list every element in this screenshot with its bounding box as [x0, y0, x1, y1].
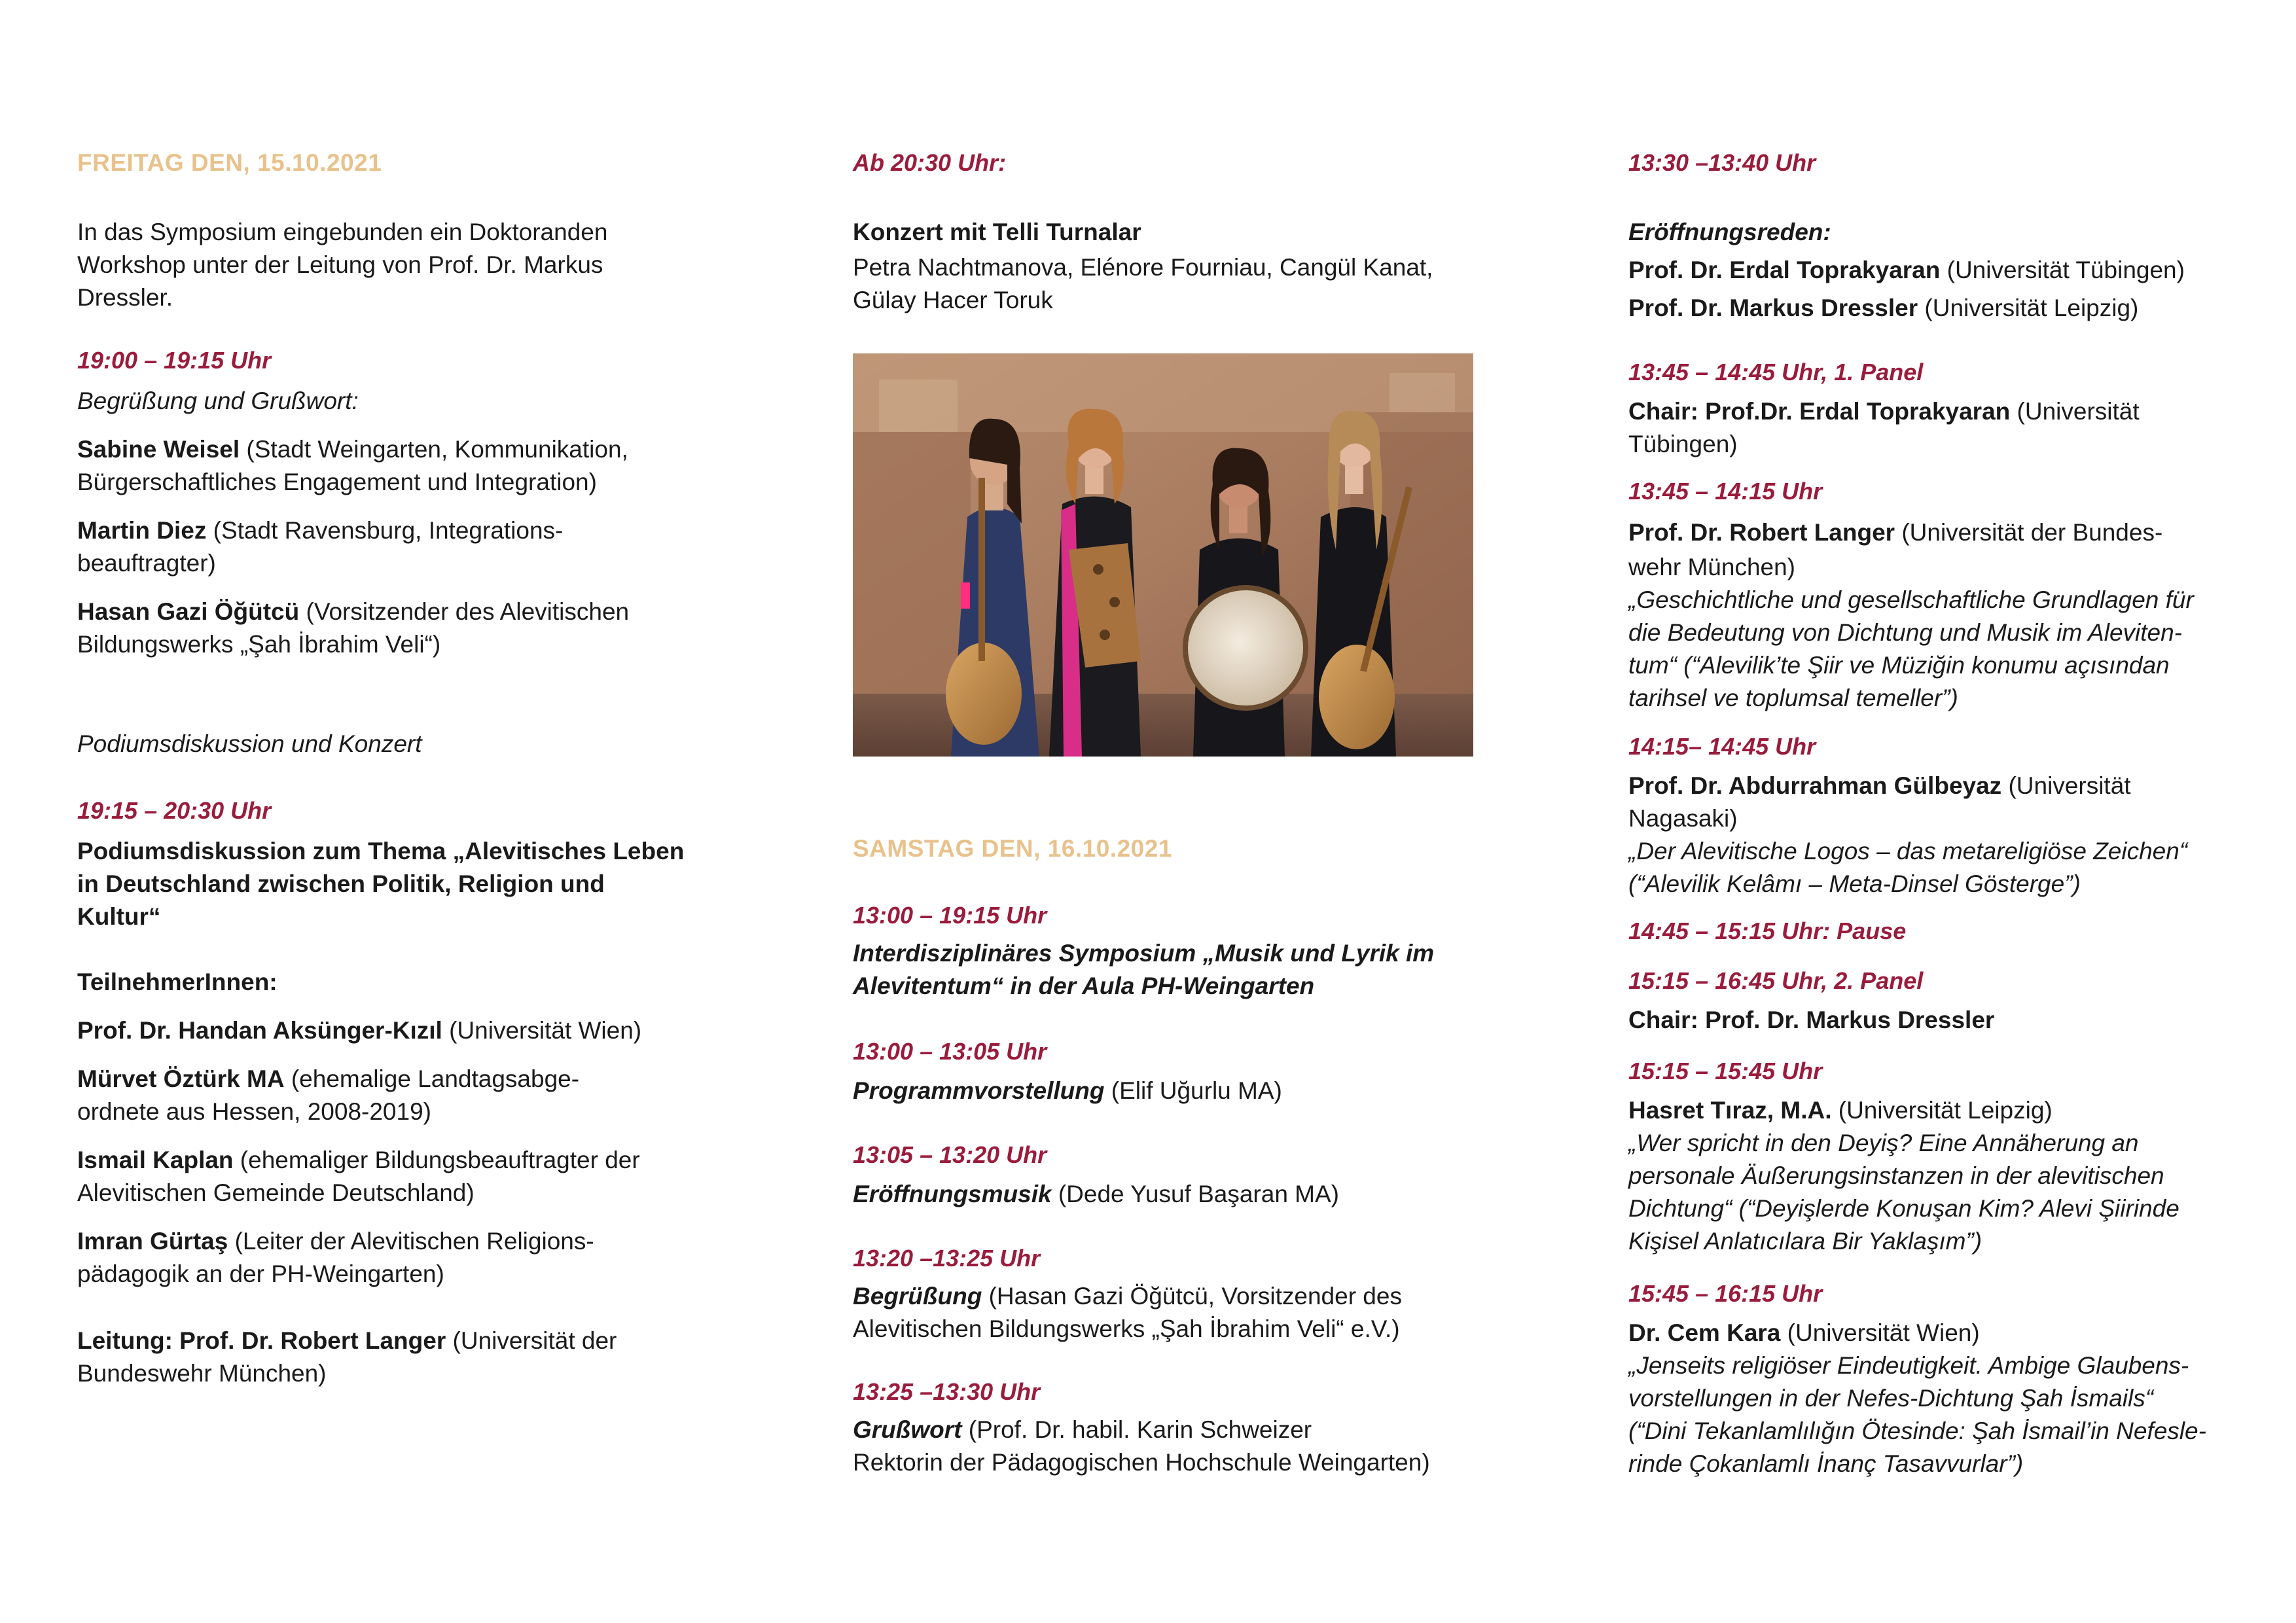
concert-time: Ab 20:30 Uhr: [853, 149, 1007, 176]
talk-title-line: „Jenseits religiöser Eindeutigkeit. Ambige Glaubens- [1628, 1352, 2189, 1379]
participant-kaplan [77, 1144, 699, 1209]
item-title: Begrüßung [853, 1283, 982, 1310]
item-speaker: Rektorin der Pädagogischen Hochschule Weingarten) [853, 1449, 1430, 1476]
speaker-weisel [77, 433, 699, 499]
chair-affiliation: (Universität [2010, 398, 2140, 425]
chair-name: Chair: Prof.Dr. Erdal Toprakyaran [1628, 398, 2011, 425]
participant-affiliation: (Leiter der Alevitischen Religions- [228, 1228, 594, 1255]
pause-time: 14:45 – 15:15 Uhr: Pause [1628, 918, 1907, 944]
panel-1-chair [1628, 395, 2257, 461]
concert-performers [853, 251, 1481, 317]
item-title: Programmvorstellung [853, 1077, 1105, 1104]
opening-music [853, 1178, 1481, 1211]
item-speaker: (Hasan Gazi Öğütcü, Vorsitzender des [982, 1283, 1402, 1310]
time-13-05: 13:05 – 13:20 Uhr [853, 1141, 1047, 1168]
talk-title-line: personale Äußerungsinstanzen in der alevitischen [1628, 1162, 2164, 1189]
time-13-45: 13:45 – 14:15 Uhr [1628, 478, 1823, 505]
talk-title-line: vorstellungen in der Nefes-Dichtung Şah İsmails“ [1628, 1385, 2154, 1412]
item-title: Eröffnungsmusik [853, 1181, 1052, 1207]
panel-2-chair: Chair: Prof. Dr. Markus Dressler [1628, 1007, 1995, 1033]
speaker-affiliation: (Universität Leipzig) [1918, 294, 2139, 321]
ensemble-photo [853, 353, 1473, 757]
item-speaker: (Elif Uğurlu MA) [1104, 1077, 1282, 1104]
time-15-15: 15:15 – 15:45 Uhr [1628, 1058, 1823, 1084]
speaker-diez [77, 514, 699, 580]
panel-1-time: 13:45 – 14:45 Uhr, 1. Panel [1628, 359, 1924, 385]
saturday-heading: SAMSTAG DEN, 16.10.2021 [853, 835, 1172, 862]
symposium-title-line: Interdisziplinäres Symposium „Musik und Lyrik im [853, 940, 1435, 967]
speaker-affiliation: wehr München) [1628, 554, 1796, 580]
item-speaker: (Dede Yusuf Başaran MA) [1051, 1181, 1340, 1207]
time-15-45: 15:45 – 16:15 Uhr [1628, 1280, 1823, 1307]
symposium-title [853, 937, 1481, 1003]
ensemble-photo-illustration [853, 353, 1473, 757]
speaker-name: Hasret Tıraz, M.A. [1628, 1097, 1832, 1124]
speaker-name: Martin Diez [77, 517, 207, 544]
opening-speeches-label: Eröffnungsreden: [1628, 219, 1831, 245]
talk-gulbeyaz [1628, 770, 2257, 901]
time-13-30: 13:30 –13:40 Uhr [1628, 149, 1816, 176]
item-speaker: Alevitischen Bildungswerks „Şah İbrahim Veli“ e.V.) [853, 1315, 1400, 1342]
speaker-affiliation: (Vorsitzender des Alevitischen [299, 598, 630, 625]
time-19-15: 19:15 – 20:30 Uhr [77, 797, 272, 824]
speaker-name: Hasan Gazi Öğütcü [77, 598, 300, 625]
speaker-name: Prof. Dr. Erdal Toprakyaran [1628, 257, 1941, 283]
item-title: Grußwort [853, 1416, 962, 1443]
participant-gurtas [77, 1225, 699, 1291]
time-13-20: 13:20 –13:25 Uhr [853, 1245, 1041, 1272]
intro-line: In das Symposium eingebunden ein Doktoranden [77, 219, 608, 245]
speaker-affiliation: (Universität Wien) [1780, 1319, 1980, 1346]
time-13-00-b: 13:00 – 13:05 Uhr [853, 1038, 1047, 1065]
speaker-affiliation: beauftragter) [77, 550, 216, 577]
participant-ozturk [77, 1063, 699, 1128]
speaker-name: Prof. Dr. Markus Dressler [1628, 294, 1918, 321]
participant-affiliation: ordnete aus Hessen, 2008-2019) [77, 1098, 431, 1125]
participant-name: Prof. Dr. Handan Aksünger-Kızıl [77, 1017, 442, 1044]
talk-title-line: Kişisel Anlatıcılara Bir Yaklaşım”) [1628, 1228, 1982, 1255]
time-19-00: 19:00 – 19:15 Uhr [77, 347, 272, 374]
opening-speakers [1628, 254, 2257, 325]
talk-title-line: (“Alevilik Kelâmı – Meta-Dinsel Gösterge”) [1628, 870, 2081, 897]
speaker-affiliation: Nagasaki) [1628, 805, 1738, 832]
participant-affiliation: pädagogik an der PH-Weingarten) [77, 1260, 444, 1287]
speaker-affiliation: (Universität [2001, 772, 2131, 799]
moderator-name: Leitung: Prof. Dr. Robert Langer [77, 1327, 446, 1354]
moderator-affiliation: (Universität der [446, 1327, 617, 1354]
greeting-title: Begrüßung und Grußwort: [77, 387, 359, 414]
chair-affiliation: Tübingen) [1628, 431, 1738, 457]
speaker-name: Dr. Cem Kara [1628, 1319, 1781, 1346]
performer-line: Petra Nachtmanova, Elénore Fourniau, Cangül Kanat, [853, 254, 1433, 281]
talk-kara [1628, 1317, 2257, 1480]
talk-langer [1628, 514, 2257, 715]
speaker-name: Prof. Dr. Abdurrahman Gülbeyaz [1628, 772, 2002, 799]
concert-title: Konzert mit Telli Turnalar [853, 219, 1141, 245]
talk-title-line: tum“ (“Alevilik’te Şiir ve Müziğin konumu açısından [1628, 652, 2170, 679]
participant-affiliation: (Universität Wien) [442, 1017, 642, 1044]
symposium-title-line: Alevitentum“ in der Aula PH-Weingarten [853, 972, 1315, 999]
moderator-affiliation: Bundeswehr München) [77, 1360, 327, 1387]
intro-line: Workshop unter der Leitung von Prof. Dr. Markus [77, 251, 603, 278]
speaker-oegutcu [77, 596, 699, 661]
podium-title-line: Podiumsdiskussion zum Thema „Alevitisches Leben [77, 838, 685, 865]
talk-title-line: rinde Çokanlamlı İnanç Tasavvurlar”) [1628, 1450, 2024, 1477]
section-podium: Podiumsdiskussion und Konzert [77, 730, 422, 757]
participant-name: Ismail Kaplan [77, 1147, 234, 1173]
participant-name: Mürvet Öztürk MA [77, 1065, 285, 1092]
podium-title-line: Kultur“ [77, 903, 161, 930]
friday-heading: FREITAG DEN, 15.10.2021 [77, 149, 382, 176]
speaker-affiliation: (Stadt Ravensburg, Integrations- [206, 517, 564, 544]
talk-title-line: (“Dini Tekanlamlılığın Ötesinde: Şah İsmail’in Nefesle- [1628, 1418, 2206, 1444]
speaker-affiliation: (Stadt Weingarten, Kommunikation, [240, 436, 628, 463]
welcome [853, 1280, 1481, 1346]
participant-affiliation: (ehemaliger Bildungsbeauftragter der [233, 1147, 640, 1173]
speaker-affiliation: (Universität der Bundes- [1895, 519, 2163, 546]
talk-title-line: Dichtung“ (“Deyişlerde Konuşan Kim? Alevi Şiirinde [1628, 1195, 2179, 1222]
participant-affiliation: (ehemalige Landtagsabge- [284, 1065, 580, 1092]
greeting [853, 1414, 1481, 1479]
time-14-15: 14:15– 14:45 Uhr [1628, 733, 1816, 760]
participant-name: Imran Gürtaş [77, 1228, 228, 1255]
podium-title [77, 835, 699, 933]
talk-title-line: „Der Alevitische Logos – das metareligiöse Zeichen“ [1628, 838, 2188, 865]
performer-line: Gülay Hacer Toruk [853, 287, 1053, 313]
participants-label: TeilnehmerInnen: [77, 969, 278, 995]
speaker-affiliation: (Universität Tübingen) [1940, 257, 2185, 283]
time-13-00: 13:00 – 19:15 Uhr [853, 902, 1047, 929]
speaker-affiliation: Bürgerschaftliches Engagement und Integration) [77, 469, 597, 495]
participant-aksunger [77, 1014, 699, 1047]
intro-line: Dressler. [77, 284, 173, 311]
talk-title-line: „Wer spricht in den Deyiş? Eine Annäherung an [1628, 1130, 2139, 1156]
speaker-name: Prof. Dr. Robert Langer [1628, 519, 1895, 546]
speaker-affiliation: (Universität Leipzig) [1831, 1097, 2053, 1124]
time-13-25: 13:25 –13:30 Uhr [853, 1378, 1041, 1405]
participant-affiliation: Alevitischen Gemeinde Deutschland) [77, 1179, 475, 1206]
talk-title-line: tarihsel ve toplumsal temeller”) [1628, 685, 1958, 711]
program-intro [853, 1075, 1481, 1107]
moderator [77, 1325, 699, 1390]
speaker-affiliation: Bildungswerks „Şah İbrahim Veli“) [77, 631, 441, 658]
talk-title-line: die Bedeutung von Dichtung und Musik im Aleviten- [1628, 619, 2182, 646]
item-speaker: (Prof. Dr. habil. Karin Schweizer [961, 1416, 1312, 1443]
friday-intro [77, 216, 699, 314]
talk-title-line: „Geschichtliche und gesellschaftliche Grundlagen für [1628, 586, 2194, 613]
panel-2-time: 15:15 – 16:45 Uhr, 2. Panel [1628, 967, 1924, 994]
talk-tiraz [1628, 1094, 2257, 1258]
podium-title-line: in Deutschland zwischen Politik, Religion und [77, 870, 605, 897]
speaker-name: Sabine Weisel [77, 436, 240, 463]
